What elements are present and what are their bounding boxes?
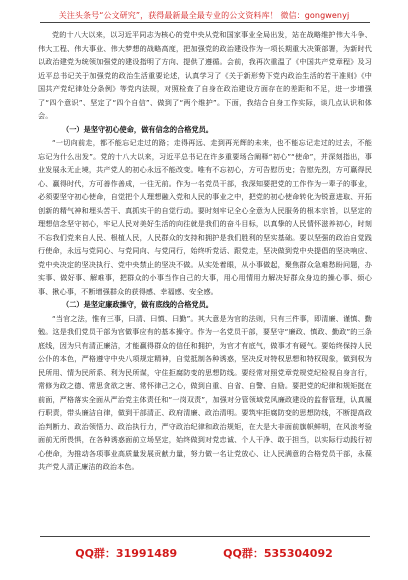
document-body <box>38 28 372 532</box>
qq-group-2: QQ群：535304092 <box>223 547 333 560</box>
qq-group-1: QQ群：31991489 <box>75 547 178 560</box>
section-heading-1: （一）是坚守初心使命，做有信念的合格党员。 <box>62 124 213 134</box>
intro-paragraph: 党的十八大以来，以习近平同志为核心的党中央从党和国家事业全局出发，站在战略维护伟大斗争、伟大工程、伟大事业、伟大梦想的战略高度，把加强党的政治建设作为一项长期重大决策部署，为新时代以政治建党为统领加强党的建设指明了方向、提供了遵循。会前，我再次重温了《中国共产党章程》及习近平总书记关于加强党的政治生活重要论述，认真学习了《关于新形势下党内政治生活的若干准则》《中国共产党纪律处分条例》等党内法规，对照检查了自身在政治建设方面存在的差距和不足，进一步增强了“四个意识”、坚定了“四个自信”、做到了“两个维护”。下面，我结合自身工作实际，谈几点认识和体会。 <box>38 30 372 120</box>
section-heading-2: （二）是坚定廉政操守，做有底线的合格党员。 <box>62 300 213 309</box>
promo-banner: 关注头条号“公文研究”，获得最新最全最专业的公文资料库！ 微信：gongwenyj <box>58 11 350 20</box>
section-2-paragraph: “当官之法，惟有三事，曰清、曰慎、曰勤”。其大意是为官的法则，只有三件事，即清廉、谨慎、勤勉。这是我们党员干部为官做事应有的基本操守。作为一名党员干部，要坚守“廉政、慎政、勤政”的三条底线，因为只有清正廉洁，才能赢得群众的信任和拥护，为官才有底气，做事才有硬气。要始终保持人民公仆的本色，严格遵守中央八项规定精神，自觉抵制各种诱惑，坚决反对特权思想和特权现象，做到权为民所用、情为民所系、利为民所谋，守住拒腐防变的思想防线。要经常对照党章党规党纪检视自身言行，常修为政之德、常思贪欲之害、常怀律己之心，做到自重、自省、自警、自励。要把党的纪律和规矩挺在前面，严格落实全面从严治党主体责任和“一岗双责”，加强对分管领域党风廉政建设的监督管理，认真履行职责，带头廉洁自律，做到干部清正、政府清廉、政治清明。要筑牢拒腐防变的思想防线，不断提高政治判断力、政治领悟力、政治执行力，严守政治纪律和政治规矩，在大是大非面前旗帜鲜明，在风浪考验面前无所畏惧，在各种诱惑面前立场坚定，始终做到对党忠诚、个人干净、敢于担当，以实际行动践行初心使命，为推动各项事业高质量发展贡献力量，努力做一名让党放心、让人民满意的合格党员干部，永葆共产党人清正廉洁的政治本色。 <box>38 313 372 471</box>
footer-rule <box>40 536 370 537</box>
section-1-paragraph: “一切向前走，都不能忘记走过的路；走得再远、走到再光辉的未来，也不能忘记走过的过去，不能忘记为什么出发”。党的十八大以来，习近平总书记在许多重要场合阐释“初心”“使命”，并深刻指出，事业发展永无止境，共产党人的初心永远不能改变。唯有不忘初心，方可告慰历史；告慰先烈，方可赢得民心、赢得时代，方可善作善成，一往无前。作为一名党员干部，我深知要把党的工作作为一辈子的事业，必须要坚守初心使命，自觉把个人理想融入党和人民的事业之中，把党的初心使命转化为锐意进取、开拓创新的精气神和埋头苦干、真抓实干的自觉行动。要时刻牢记全心全意为人民服务的根本宗旨，以坚定的理想信念坚守初心，牢记人民对美好生活的向往就是我们的奋斗目标，以真挚的人民情怀滋养初心，时刻不忘我们党来自人民、根植人民，人民群众的支持和拥护是我们胜利的坚实基础。要以坚强的政治自觉践行使命，永远与党同心、与党同向、与党同行，始终听党话、跟党走，坚决做到党中央提倡的坚决响应、党中央决定的坚决执行、党中央禁止的坚决不做。从实处着眼，从小事做起，聚焦群众急难愁盼问题，办实事、做好事、解难事，把群众的小事当作自己的大事，用心用情用力解决好群众身边的操心事、烦心事、揪心事，不断增强群众的获得感、幸福感、安全感。 <box>38 138 372 296</box>
footer <box>0 545 408 561</box>
header-rule <box>40 22 370 23</box>
